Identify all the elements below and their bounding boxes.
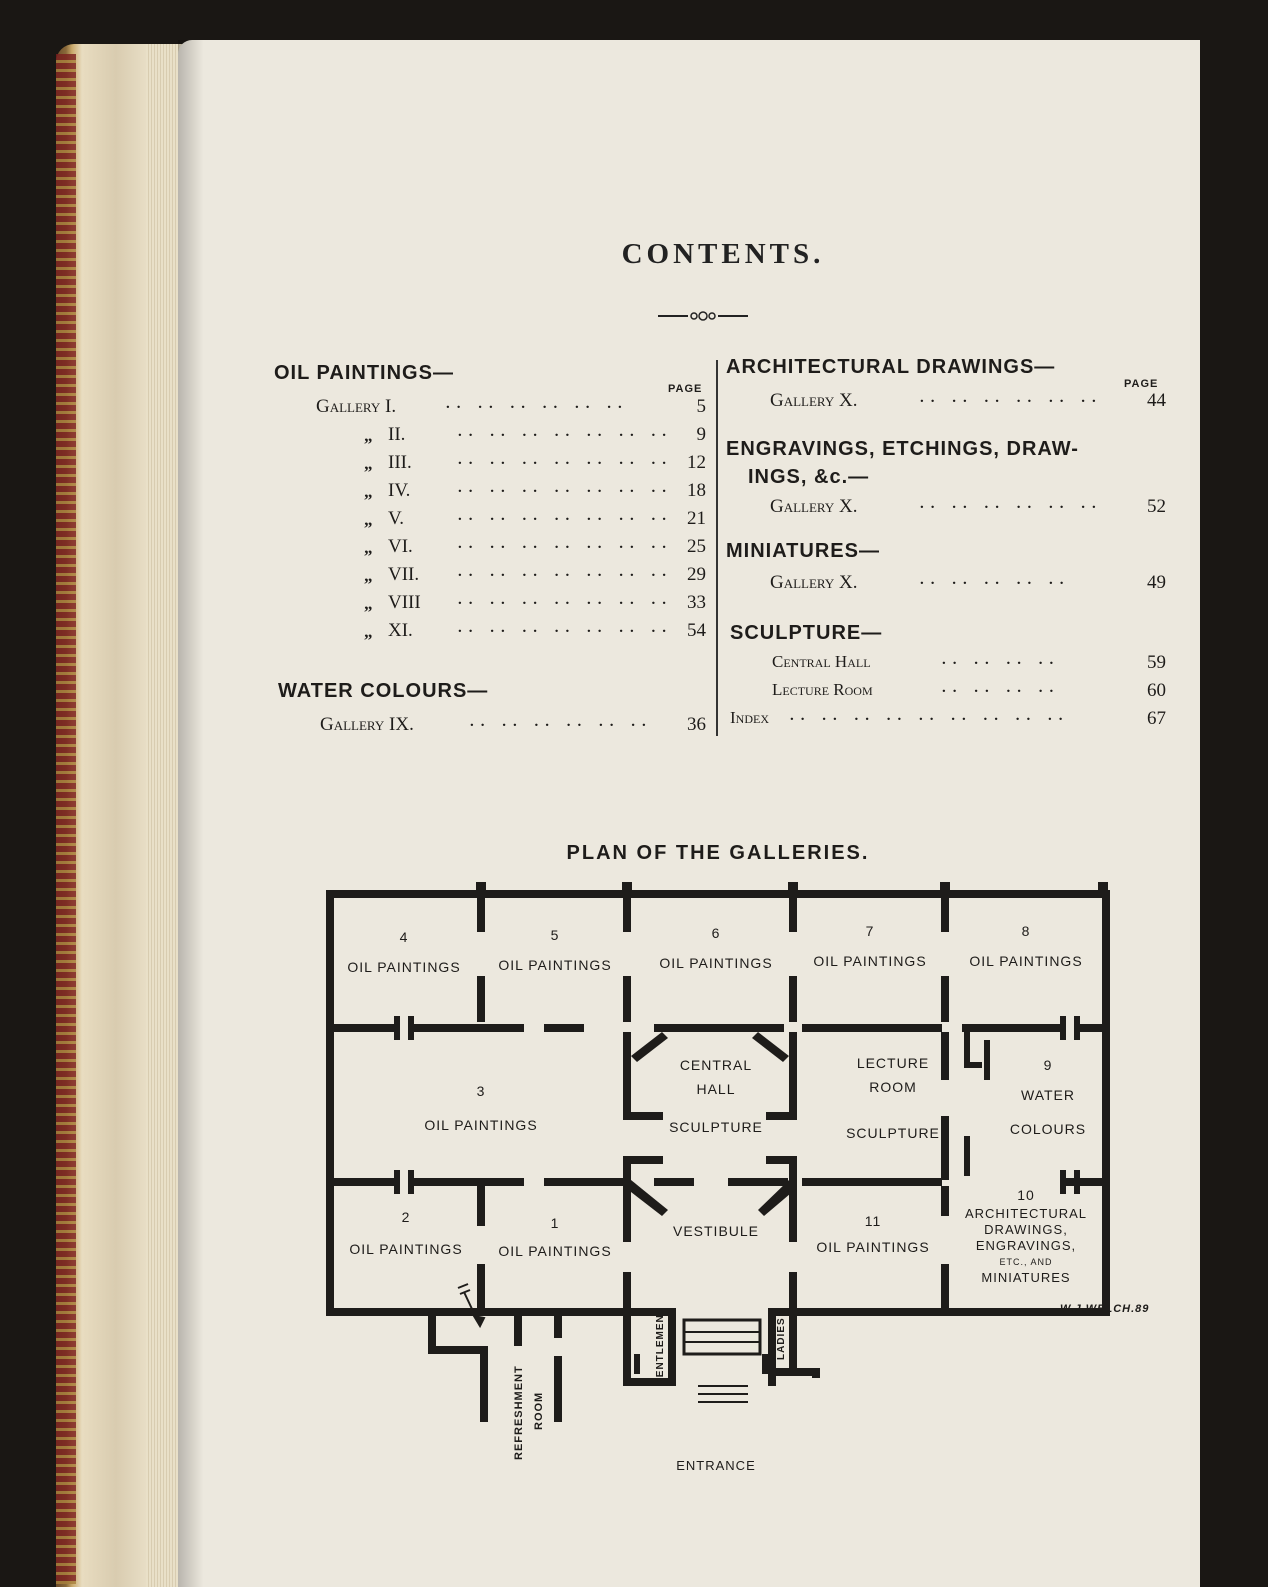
- book-page: [178, 40, 1200, 1587]
- leader-dots: .. .. .. .. .. ..: [446, 396, 629, 412]
- toc-page: 54: [687, 620, 706, 641]
- toc-page: 12: [687, 452, 706, 473]
- toc-label: Central Hall: [772, 652, 871, 671]
- toc-row[interactable]: [364, 536, 706, 564]
- toc-page: 36: [687, 714, 706, 735]
- toc-page: 60: [1147, 680, 1166, 701]
- leader-dots: .. .. .. .. .. .. ..: [458, 452, 673, 468]
- toc-row[interactable]: [316, 396, 706, 424]
- leader-dots: .. .. .. .. .. ..: [920, 390, 1103, 406]
- room-2-number: 2: [401, 1209, 411, 1225]
- toc-row[interactable]: [364, 480, 706, 508]
- toc-row[interactable]: [364, 508, 706, 536]
- toc-label: Gallery I.: [316, 396, 397, 417]
- gallery-floor-plan: [318, 880, 1150, 1480]
- room-10-number: 10: [1017, 1187, 1035, 1203]
- lecture-room-line3: SCULPTURE: [846, 1125, 940, 1141]
- section-water-colours: WATER COLOURS—: [278, 680, 489, 702]
- toc-row[interactable]: [320, 714, 706, 742]
- leader-dots: .. .. .. .. .. .. ..: [458, 620, 673, 636]
- toc-label: VIII: [388, 592, 421, 613]
- toc-page: 9: [696, 424, 706, 445]
- toc-label: XI.: [388, 620, 413, 641]
- toc-page: 49: [1147, 572, 1166, 593]
- section-architectural: ARCHITECTURAL DRAWINGS—: [726, 356, 1056, 378]
- toc-row[interactable]: [364, 620, 706, 648]
- leader-dots: .. .. .. .. .. .. ..: [458, 424, 673, 440]
- room-10-line1: ARCHITECTURAL: [964, 1206, 1088, 1221]
- toc-page: 59: [1147, 652, 1166, 673]
- room-1-label: OIL PAINTINGS: [498, 1243, 612, 1259]
- lecture-room-line1: LECTURE: [856, 1055, 930, 1071]
- toc-page: 44: [1147, 390, 1166, 411]
- leader-dots: .. .. .. .. .. ..: [920, 496, 1103, 512]
- ditto-mark: „: [364, 566, 373, 585]
- toc-page: 5: [696, 396, 706, 417]
- toc-label: VII.: [388, 564, 420, 585]
- toc-page: 25: [687, 536, 706, 557]
- gutter-shadow: [178, 40, 204, 1587]
- book-page-edges: [56, 44, 188, 1587]
- leader-dots: .. .. .. .. .. .. ..: [458, 480, 673, 496]
- page-label-right: PAGE: [1124, 378, 1159, 390]
- toc-label: Gallery X.: [770, 390, 858, 411]
- room-11-number: 11: [864, 1213, 882, 1229]
- room-3-label: OIL PAINTINGS: [424, 1117, 538, 1133]
- column-rule: [716, 360, 718, 736]
- toc-row[interactable]: [772, 680, 1190, 708]
- ditto-mark: „: [364, 622, 373, 641]
- ditto-mark: „: [364, 594, 373, 613]
- page-title: CONTENTS.: [621, 238, 825, 270]
- toc-label: V.: [388, 508, 405, 529]
- section-engravings-cont: INGS, &c.—: [748, 466, 870, 488]
- artist-signature: W.J.WELCH.89: [1060, 1303, 1150, 1315]
- leader-dots: .. .. .. .. .. .. ..: [458, 592, 673, 608]
- leader-dots: .. .. .. .. .. ..: [470, 714, 653, 730]
- room-9-line2: COLOURS: [1009, 1121, 1087, 1137]
- toc-row[interactable]: [770, 572, 1190, 600]
- section-engravings: ENGRAVINGS, ETCHINGS, DRAW-: [726, 438, 1079, 460]
- leader-dots: .. .. .. ..: [942, 652, 1061, 668]
- ditto-mark: „: [364, 482, 373, 501]
- toc-page: 21: [687, 508, 706, 529]
- room-8-label: OIL PAINTINGS: [969, 953, 1083, 969]
- toc-page: 33: [687, 592, 706, 613]
- toc-label: IV.: [388, 480, 411, 501]
- toc-row[interactable]: [364, 424, 706, 452]
- plan-title: PLAN OF THE GALLERIES.: [566, 842, 870, 864]
- room-11-label: OIL PAINTINGS: [816, 1239, 930, 1255]
- room-7-number: 7: [865, 923, 875, 939]
- section-miniatures: MINIATURES—: [726, 540, 880, 562]
- room-1-number: 1: [550, 1215, 560, 1231]
- lecture-room-line2: ROOM: [869, 1079, 917, 1095]
- toc-label: Gallery X.: [770, 496, 858, 517]
- central-hall-line3: SCULPTURE: [669, 1119, 763, 1135]
- toc-page: 52: [1147, 496, 1166, 517]
- leader-dots: .. .. .. .. .. .. ..: [458, 564, 673, 580]
- toc-label: II.: [388, 424, 406, 445]
- toc-label: Index: [730, 708, 769, 727]
- ditto-mark: „: [364, 510, 373, 529]
- room-8-number: 8: [1021, 923, 1031, 939]
- toc-row[interactable]: [364, 452, 706, 480]
- toc-label: VI.: [388, 536, 413, 557]
- room-9-number: 9: [1043, 1057, 1053, 1073]
- ladies-label: LADIES: [776, 1317, 787, 1360]
- ornament-divider: [658, 310, 748, 322]
- toc-page: 67: [1147, 708, 1166, 729]
- ditto-mark: „: [364, 454, 373, 473]
- gentlemen-label: GENTLEMEN: [655, 1314, 666, 1386]
- toc-row[interactable]: [364, 592, 706, 620]
- toc-page: 29: [687, 564, 706, 585]
- central-hall-line2: HALL: [696, 1081, 736, 1097]
- room-4-label: OIL PAINTINGS: [347, 959, 461, 975]
- room-9-line1: WATER: [1021, 1087, 1075, 1103]
- room-10-line3: ENGRAVINGS,: [975, 1238, 1077, 1253]
- toc-row[interactable]: [770, 390, 1190, 418]
- toc-row[interactable]: [772, 652, 1190, 680]
- room-2-label: OIL PAINTINGS: [349, 1241, 463, 1257]
- toc-row[interactable]: [364, 564, 706, 592]
- toc-label: Gallery IX.: [320, 714, 414, 735]
- room-5-label: OIL PAINTINGS: [498, 957, 612, 973]
- entrance-label: ENTRANCE: [676, 1458, 756, 1473]
- toc-label: Lecture Room: [772, 680, 873, 699]
- toc-label: Gallery X.: [770, 572, 858, 593]
- ditto-mark: „: [364, 538, 373, 557]
- section-oil-paintings: OIL PAINTINGS—: [274, 362, 454, 384]
- toc-row[interactable]: [730, 708, 1190, 736]
- room-5-number: 5: [550, 927, 560, 943]
- room-6-number: 6: [711, 925, 721, 941]
- vestibule-label: VESTIBULE: [672, 1223, 760, 1239]
- toc-row[interactable]: [770, 496, 1190, 524]
- room-7-label: OIL PAINTINGS: [813, 953, 927, 969]
- leader-dots: .. .. .. .. .. .. ..: [458, 536, 673, 552]
- leader-dots: .. .. .. ..: [942, 680, 1061, 696]
- leader-dots: .. .. .. .. .. .. .. .. ..: [790, 708, 1070, 724]
- leader-dots: .. .. .. .. ..: [920, 572, 1071, 588]
- toc-page: 18: [687, 480, 706, 501]
- refreshment-room-label: ROOM: [533, 1391, 545, 1430]
- refreshment-label: REFRESHMENT: [513, 1365, 525, 1460]
- page-label-left: PAGE: [668, 383, 703, 395]
- leader-dots: .. .. .. .. .. .. ..: [458, 508, 673, 524]
- ditto-mark: „: [364, 426, 373, 445]
- room-10-line5: MINIATURES: [981, 1270, 1071, 1285]
- room-4-number: 4: [399, 929, 409, 945]
- room-10-line4: ETC., AND: [999, 1257, 1053, 1267]
- room-10-line2: DRAWINGS,: [984, 1222, 1068, 1237]
- central-hall-line1: CENTRAL: [679, 1057, 753, 1073]
- toc-label: III.: [388, 452, 412, 473]
- room-3-number: 3: [476, 1083, 486, 1099]
- room-6-label: OIL PAINTINGS: [659, 955, 773, 971]
- section-sculpture: SCULPTURE—: [730, 622, 883, 644]
